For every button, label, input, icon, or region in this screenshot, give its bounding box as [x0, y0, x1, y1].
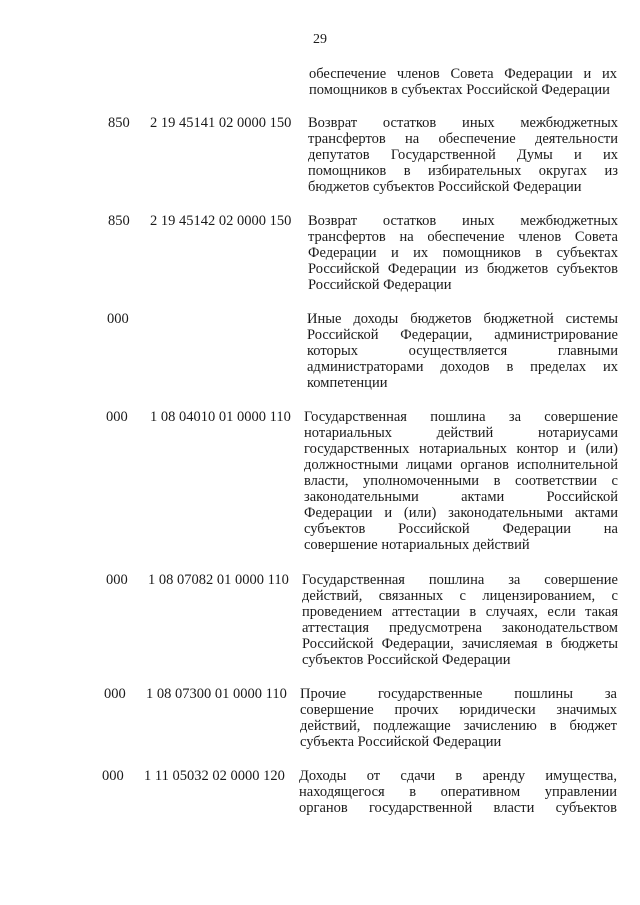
description-line: должностными лицами органов исполнительной [304, 457, 618, 473]
description-line: законодательными актами Российской [304, 489, 618, 505]
admin-code: 000 [102, 768, 124, 784]
description-line: субъекта Российской Федерации [300, 734, 502, 750]
description-line: трансфертов на обеспечение членов Совета [308, 229, 618, 245]
income-description [307, 311, 618, 391]
budget-classification-code: 1 08 07082 01 0000 110 [148, 572, 289, 588]
description-line: Федерации и (или) законодательными актами [304, 505, 618, 521]
description-line: депутатов Государственной Думы и их [308, 147, 618, 163]
income-description [302, 572, 618, 668]
description-line: Российской Федерации, администрирование [307, 327, 618, 343]
description-line: обеспечение членов Совета Федерации и их [309, 66, 617, 82]
description-line: нотариальных действий нотариусами [304, 425, 618, 441]
description-line: Российской Федерации [308, 277, 452, 293]
description-line: Доходы от сдачи в аренду имущества, [299, 768, 617, 784]
income-description [304, 409, 618, 553]
page-number: 29 [313, 32, 327, 47]
budget-classification-code: 2 19 45142 02 0000 150 [150, 213, 292, 229]
description-line: Государственная пошлина за совершение [304, 409, 618, 425]
description-line: которых осуществляется главными [307, 343, 618, 359]
admin-code: 000 [106, 572, 128, 588]
description-line: власти, уполномоченными в соответствии с [304, 473, 618, 489]
income-description [308, 115, 618, 195]
budget-classification-code: 1 08 07300 01 0000 110 [146, 686, 287, 702]
description-line: помощников в субъектах Российской Федерации [309, 82, 610, 98]
description-line: помощников в избирательных округах из [308, 163, 618, 179]
description-line: субъектов Российской Федерации на [304, 521, 618, 537]
income-description [300, 686, 617, 750]
budget-classification-code: 2 19 45141 02 0000 150 [150, 115, 292, 131]
admin-code: 000 [106, 409, 128, 425]
description-line: администраторами доходов в пределах их [307, 359, 618, 375]
income-description [309, 66, 617, 98]
description-line: трансфертов на обеспечение деятельности [308, 131, 618, 147]
description-line: проведением аттестации в случаях, если такая [302, 604, 618, 620]
description-line: Возврат остатков иных межбюджетных [308, 213, 618, 229]
description-line: бюджетов субъектов Российской Федерации [308, 179, 582, 195]
admin-code: 850 [108, 115, 130, 131]
description-line: компетенции [307, 375, 388, 391]
admin-code: 000 [104, 686, 126, 702]
description-line: совершение прочих юридически значимых [300, 702, 617, 718]
budget-classification-code: 1 08 04010 01 0000 110 [150, 409, 291, 425]
description-line: Возврат остатков иных межбюджетных [308, 115, 618, 131]
budget-classification-code: 1 11 05032 02 0000 120 [144, 768, 285, 784]
description-line: совершение нотариальных действий [304, 537, 530, 553]
description-line: субъектов Российской Федерации [302, 652, 511, 668]
description-line: Российской Федерации из бюджетов субъектов [308, 261, 618, 277]
description-line: Государственная пошлина за совершение [302, 572, 618, 588]
admin-code: 850 [108, 213, 130, 229]
description-line: действий, связанных с лицензированием, с [302, 588, 618, 604]
description-line: Иные доходы бюджетов бюджетной системы [307, 311, 618, 327]
description-line: аттестация предусмотрена законодательством [302, 620, 618, 636]
description-line: Федерации и их помощников в субъектах [308, 245, 618, 261]
description-line: Российской Федерации, зачисляемая в бюджеты [302, 636, 618, 652]
description-line: государственных нотариальных контор и (или) [304, 441, 618, 457]
description-line: действий, подлежащие зачислению в бюджет [300, 718, 617, 734]
income-description [308, 213, 618, 293]
description-line: органов государственной власти субъектов [299, 800, 617, 816]
admin-code: 000 [107, 311, 129, 327]
description-line: находящегося в оперативном управлении [299, 784, 617, 800]
description-line: Прочие государственные пошлины за [300, 686, 617, 702]
income-description [299, 768, 617, 816]
